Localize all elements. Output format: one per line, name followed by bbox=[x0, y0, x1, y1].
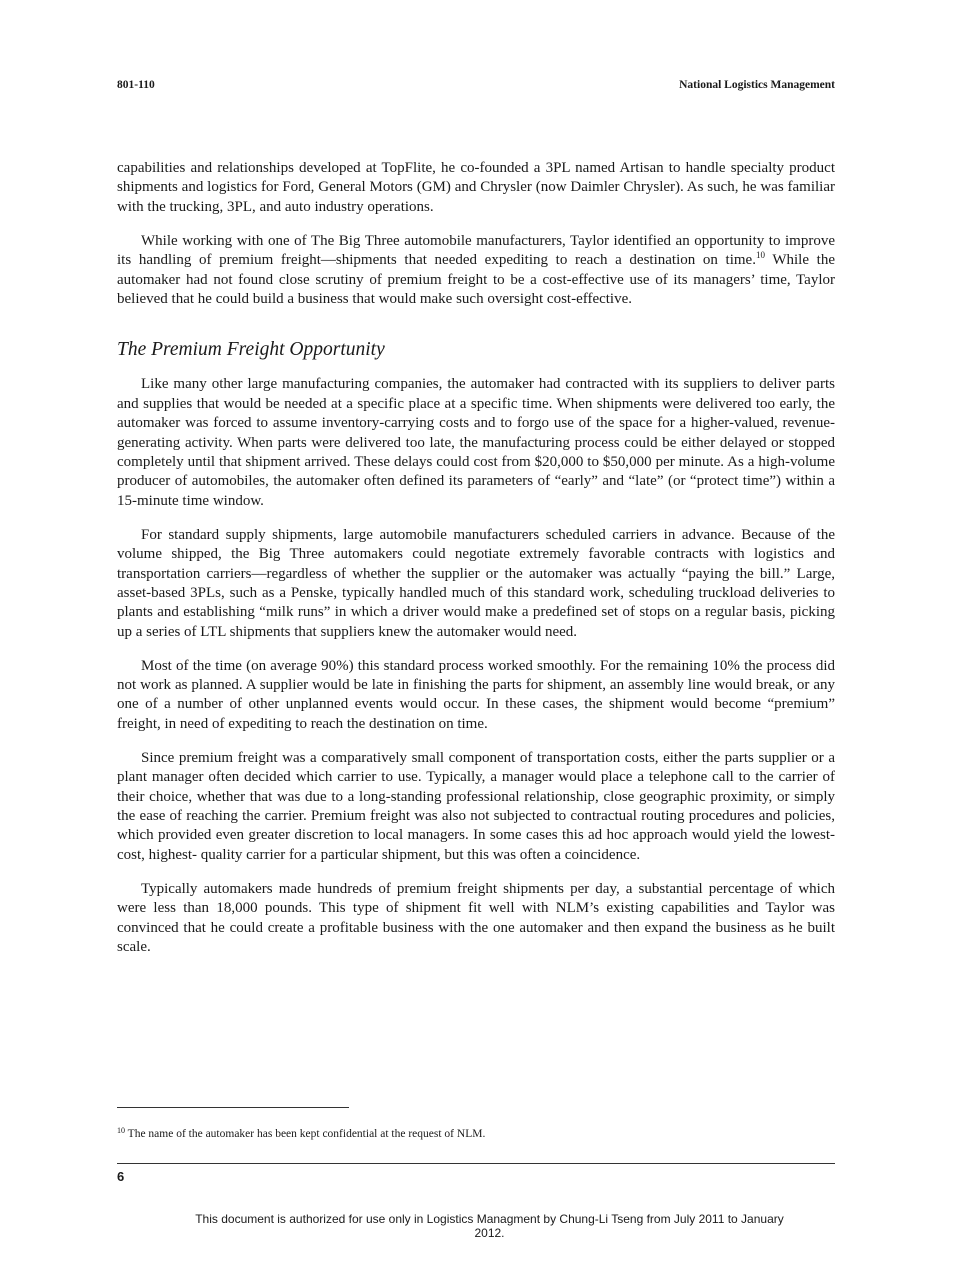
paragraph: Since premium freight was a comparatively small component of transportation costs, either the parts supplier or a plant manager often decided which carrier to use. Typically, a manager would place a telephone call to the carrier of their choice, whether that was due to a long-standing professional relationship, close geographic proximity, or simply the ease of reaching the carrier. Premium freight was also not subjected to contractual routing procedures and policies, which provided even greater discretion to local managers. In some cases this ad hoc approach would yield the lowest-cost, highest- quality carrier for a particular shipment, but this was often a coincidence. bbox=[117, 749, 835, 863]
paragraph-text: While working with one of The Big Three automobile manufacturers, Taylor identified an opportunity to improve its handling of premium freight—shipments that needed expediting to reach a destination on time. bbox=[117, 232, 835, 269]
page-body bbox=[117, 159, 835, 972]
license-line: 2012. bbox=[474, 1226, 505, 1240]
paragraph-text: While the automaker had not found close scrutiny of premium freight to be a cost-effective use of its managers’ time, Taylor believed that he could build a business that would make such oversight cost-effective. bbox=[117, 252, 835, 307]
paragraph: Like many other large manufacturing companies, the automaker had contracted with its suppliers to deliver parts and supplies that would be needed at a specific place at a specific time. When shipments were delivered too early, the automaker was forced to assume inventory-carrying costs and to forgo use of the space for a higher-valued, revenue-generating activity. When parts were delivered too late, the manufacturing process could be either delayed or stopped completely until that shipment arrived. These delays could cost from $20,000 to $50,000 per minute. As a high-volume producer of automobiles, the automaker often defined its parameters of “early” and “late” (or “protect time”) within a 15-minute time window. bbox=[117, 376, 835, 509]
footnote-number: 10 bbox=[117, 1126, 125, 1135]
paragraph-opportunity bbox=[117, 232, 835, 310]
paragraph: For standard supply shipments, large automobile manufacturers scheduled carriers in advance. Because of the volume shipped, the Big Three automakers could negotiate extremely favorable contracts with logistics and transportation carriers—regardless of whether the supplier or the automaker was actually “paying the bill.” Large, asset-based 3PLs, such as a Penske, typically handled much of this standard work, scheduling truckload deliveries to plants and establishing “milk runs” in which a driver would make a predefined set of stops on a regular basis, picking up a series of LTL shipments that suppliers knew the automaker would need. bbox=[117, 526, 835, 640]
paragraph: Typically automakers made hundreds of premium freight shipments per day, a substantial percentage of which were less than 18,000 pounds. This type of shipment fit well with NLM’s existing capabilities and Taylor was convinced that he could create a profitable business with the one automaker and then expand the business as he built scale. bbox=[117, 880, 835, 955]
license-notice bbox=[117, 1212, 862, 1240]
paragraph: Most of the time (on average 90%) this standard process worked smoothly. For the remaining 10% the process did not work as planned. A supplier would be late in finishing the parts for shipment, an assembly line would break, or any one of a number of other unplanned events would occur. In these cases, the shipment would become “premium” freight, in need of expediting to reach the destination on time. bbox=[117, 657, 835, 732]
paragraph-continued: capabilities and relationships developed at TopFlite, he co-founded a 3PL named Artisan to handle specialty product shipments and logistics for Ford, General Motors (GM) and Chrysler (now Daimler Chrysler). As such, he was familiar with the trucking, 3PL, and auto industry operations. bbox=[117, 160, 835, 215]
footnote bbox=[117, 1128, 835, 1140]
document-title: National Logistics Management bbox=[679, 79, 835, 91]
footnote-text: The name of the automaker has been kept confidential at the request of NLM. bbox=[125, 1128, 486, 1140]
running-header bbox=[117, 79, 835, 91]
page-number: 6 bbox=[117, 1169, 125, 1184]
section-heading: The Premium Freight Opportunity bbox=[117, 339, 385, 361]
footnote-reference[interactable]: 10 bbox=[755, 250, 765, 261]
footnote-separator bbox=[117, 1107, 349, 1108]
document-number: 801-110 bbox=[117, 79, 155, 91]
footer-divider bbox=[117, 1163, 835, 1164]
license-line: This document is authorized for use only in Logistics Managment by Chung-Li Tseng from July 2011 to January bbox=[195, 1212, 784, 1226]
